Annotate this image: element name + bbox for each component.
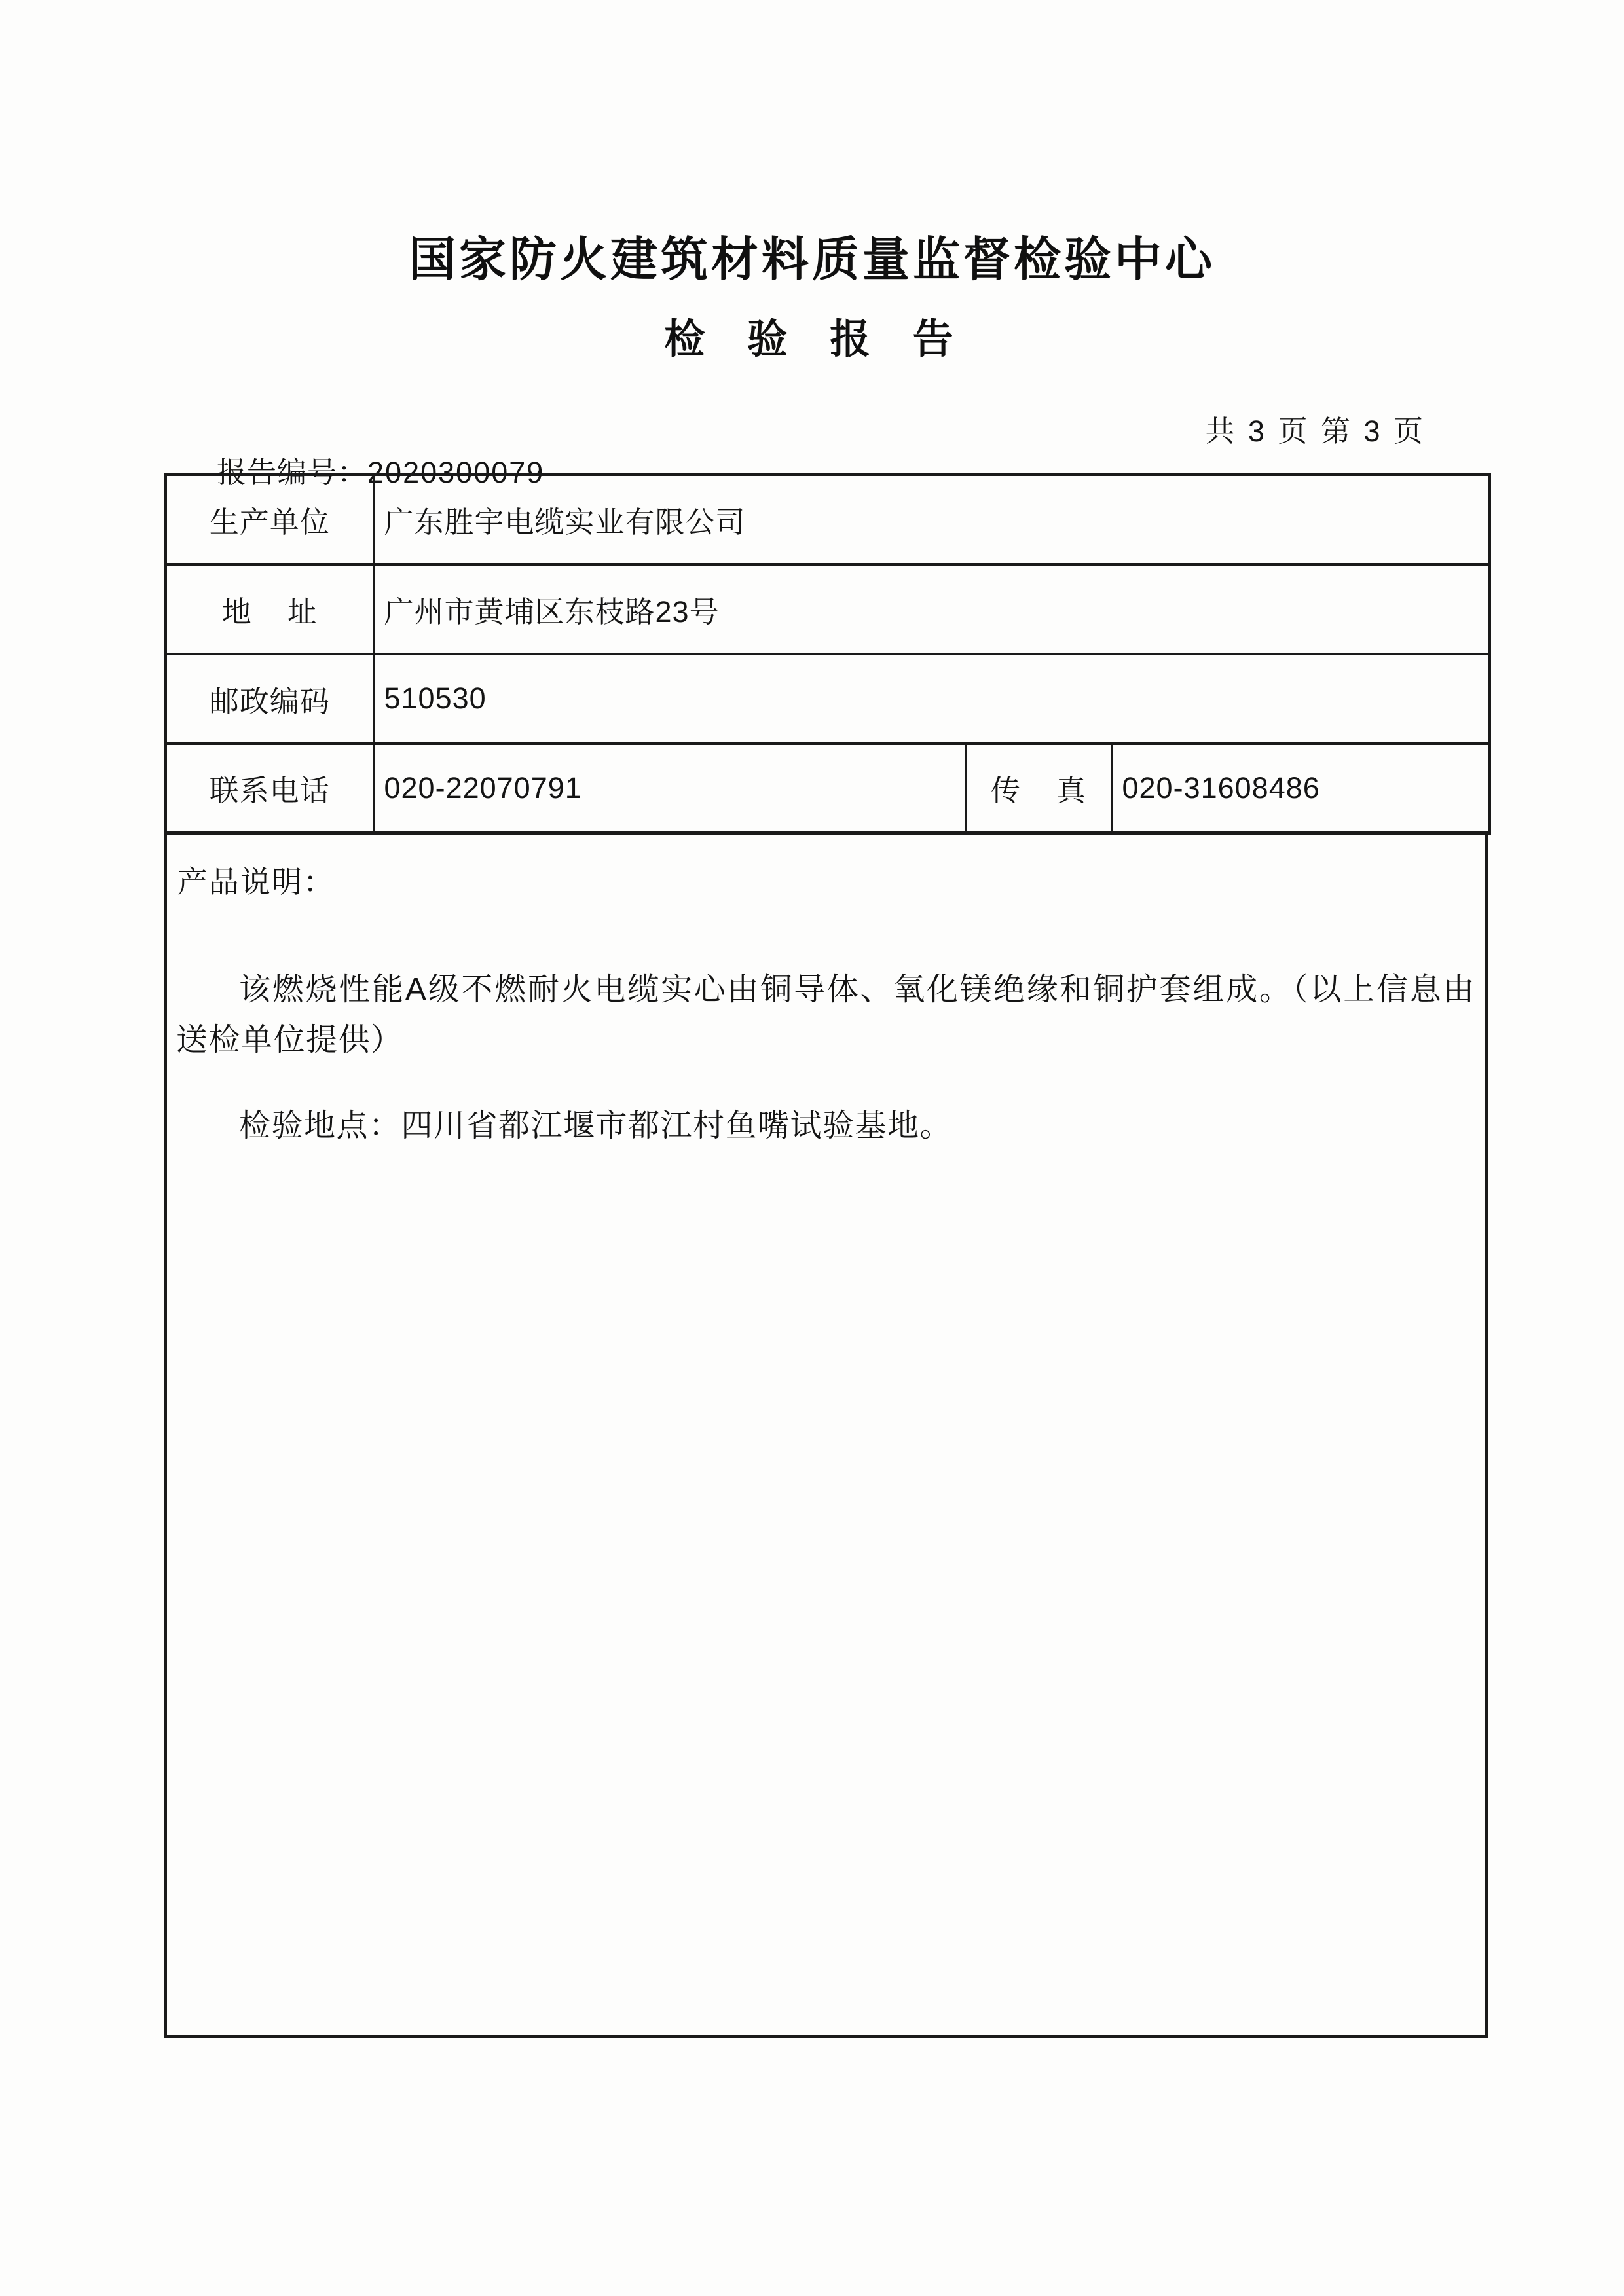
product-description-heading: 产品说明： bbox=[177, 865, 335, 899]
postcode-label: 邮政编码 bbox=[166, 654, 374, 744]
producer-value: 广东胜宇电缆实业有限公司 bbox=[374, 475, 1490, 564]
table-row-producer bbox=[166, 475, 1490, 564]
report-title: 检 验 报 告 bbox=[664, 317, 960, 362]
address-label: 地 址 bbox=[166, 564, 374, 654]
phone-value: 020-22070791 bbox=[374, 744, 966, 833]
inspection-location-text: 检验地点：四川省都江堰市都江村鱼嘴试验基地。 bbox=[239, 1108, 953, 1143]
document-body bbox=[164, 473, 1488, 2038]
table-row-address bbox=[166, 564, 1490, 654]
producer-label: 生产单位 bbox=[166, 475, 374, 564]
fax-label: 传 真 bbox=[966, 744, 1112, 833]
table-row-phone-fax bbox=[166, 744, 1490, 833]
address-value: 广州市黄埔区东枝路23号 bbox=[374, 564, 1490, 654]
table-row-postcode bbox=[166, 654, 1490, 744]
org-title: 国家防火建筑材料质量监督检验中心 bbox=[408, 234, 1215, 286]
page-count-info: 共 3 页 第 3 页 bbox=[1205, 414, 1426, 448]
phone-label: 联系电话 bbox=[166, 744, 374, 833]
info-table bbox=[164, 473, 1491, 835]
fax-value: 020-31608486 bbox=[1112, 744, 1490, 833]
report-number-label: 报告编号： bbox=[217, 456, 368, 489]
postcode-value: 510530 bbox=[374, 654, 1490, 744]
report-number-value: 2020300079 bbox=[367, 456, 545, 489]
product-description-box bbox=[164, 835, 1488, 2038]
product-description-text: 该燃烧性能A级不燃耐火电缆实心由铜导体、氧化镁绝缘和铜护套组成。（以上信息由送检单位提供） bbox=[176, 972, 1475, 1057]
